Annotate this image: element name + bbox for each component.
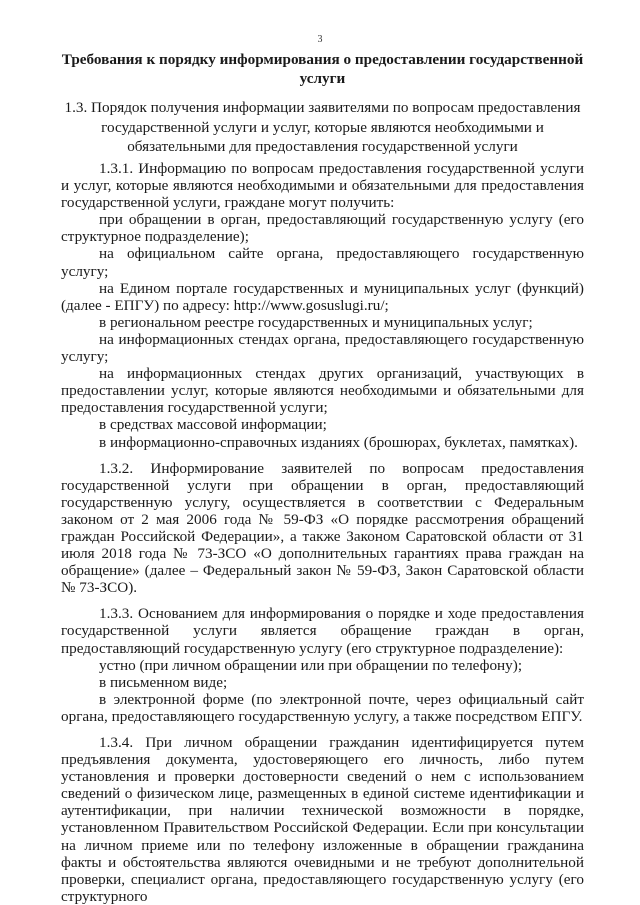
list-item: в информационно-справочных изданиях (брошюрах, буклетах, памятках).: [99, 433, 578, 451]
page-number: 3: [317, 34, 323, 45]
list-item: на Едином портале государственных и муниципальных услуг (функций) (далее - ЕПГУ) по адресу: http://www.gosuslugi.ru/;: [61, 279, 584, 314]
list-item: в электронной форме (по электронной почте, через официальный сайт органа, предоставляющего государственную услугу, а также посредством ЕПГУ.: [61, 690, 584, 725]
paragraph-1-3-3: 1.3.3. Основанием для информирования о порядке и ходе предоставления государственной услуги является обращение граждан в орган, предоставляющий государственную услугу (его структурное подразделение):: [61, 605, 584, 657]
subsection-title: 1.3. Порядок получения информации заявителями по вопросам предоставления государственной услуги и услуг, которые являются необходимыми и обязательными для предоставления государственной услуги: [64, 99, 581, 155]
list-item: устно (при личном обращении или при обращении по телефону);: [99, 656, 523, 674]
list-item: в письменном виде;: [99, 673, 228, 691]
list-item: в средствах массовой информации;: [99, 416, 327, 434]
list-item: на информационных стендах других организаций, участвующих в предоставлении услуг, которые являются необходимыми и обязательными для предоставления государственной услуги;: [61, 365, 584, 417]
list-item: при обращении в орган, предоставляющий государственную услугу (его структурное подразделение);: [61, 211, 584, 246]
list-item: в региональном реестре государственных и муниципальных услуг;: [99, 313, 533, 331]
paragraph-1-3-2: 1.3.2. Информирование заявителей по вопросам предоставления государственной услуги при обращении в орган, предоставляющий государственную услугу, осуществляется в соответствии с Федеральным законом от 2 мая 2006 года № 59-ФЗ «О порядке рассмотрения обращений граждан Российской Федерации», а также Законом Саратовской области от 31 июля 2018 года № 73-ЗСО «О дополнительных гарантиях права граждан на обращение» (далее – Федеральный закон № 59-ФЗ, Закон Саратовской области № 73-ЗСО).: [61, 459, 584, 597]
paragraph-1-3-4: 1.3.4. При личном обращении гражданин идентифицируется путем предъявления документа, удостоверяющего его личность, либо путем установления и проверки достоверности сведений о нем с использованием сведений о физическом лице, размещенных в единой системе идентификации и аутентификации, при наличии технической возможности в порядке, установленном Правительством Российской Федерации. Если при консультации на личном приеме или по телефону изложенные в обращении гражданина факты и обстоятельства являются очевидными и не требуют дополнительной проверки, специалист органа, предоставляющего государственную услугу (его структурного: [61, 734, 584, 905]
list-item: на официальном сайте органа, предоставляющего государственную услугу;: [61, 245, 584, 280]
paragraph-1-3-1: 1.3.1. Информацию по вопросам предоставления государственной услуги и услуг, которые являются необходимыми и обязательными для предоставления государственной услуги, граждане могут получить:: [61, 160, 584, 212]
document-body: [61, 160, 584, 905]
section-title: Требования к порядку информирования о предоставлении государственной услуги: [61, 51, 584, 87]
list-item: на информационных стендах органа, предоставляющего государственную услугу;: [61, 330, 584, 366]
